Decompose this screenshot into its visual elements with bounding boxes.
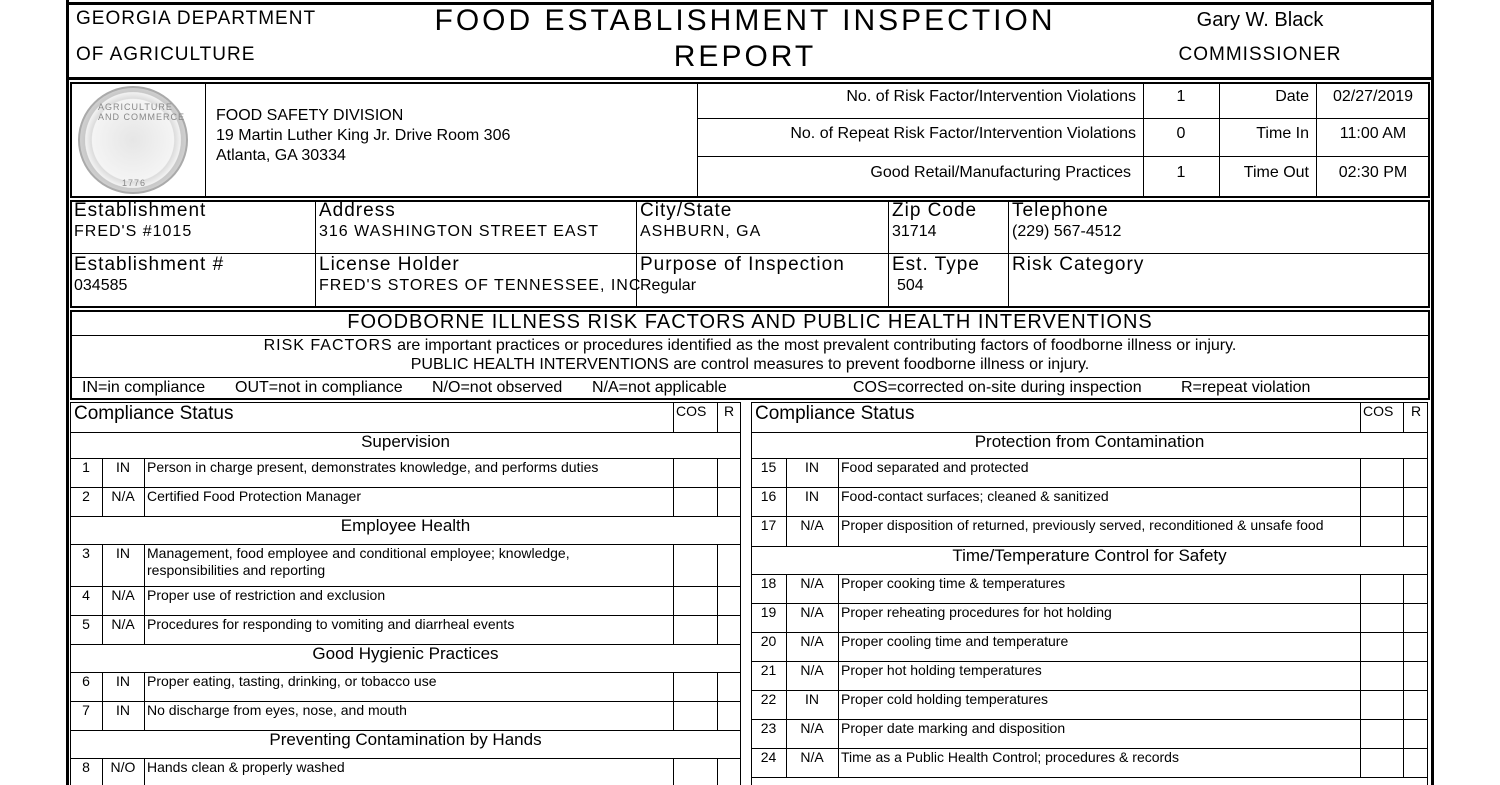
repeat-checkbox[interactable] bbox=[1404, 604, 1426, 631]
legend-no: N/O=not observed bbox=[432, 379, 563, 396]
repeat-checkbox[interactable] bbox=[1404, 720, 1426, 747]
repeat-checkbox[interactable] bbox=[718, 702, 740, 729]
establishment-number-value: 034585 bbox=[74, 277, 128, 294]
header-divider bbox=[66, 77, 1434, 80]
row-description: Hands clean & properly washed bbox=[147, 759, 345, 775]
address-value: 316 WASHINGTON STREET EAST bbox=[319, 223, 599, 240]
legend-out: OUT=not in compliance bbox=[235, 379, 403, 396]
row-description: Proper reheating procedures for hot holding bbox=[841, 604, 1112, 620]
report-title-line1: FOOD ESTABLISHMENT INSPECTION bbox=[434, 4, 1056, 37]
left-r-header: R bbox=[724, 403, 735, 419]
repeat-checkbox[interactable] bbox=[1404, 575, 1426, 602]
row-number: 15 bbox=[760, 459, 777, 475]
legend-in: IN=in compliance bbox=[82, 379, 206, 396]
telephone-value: (229) 567-4512 bbox=[1012, 223, 1122, 240]
zip-value: 31714 bbox=[892, 223, 937, 240]
row-description: Food-contact surfaces; cleaned & sanitized bbox=[841, 488, 1109, 504]
repeat-checkbox[interactable] bbox=[718, 587, 740, 614]
row-number: 3 bbox=[82, 545, 90, 561]
cos-checkbox[interactable] bbox=[674, 759, 716, 785]
row-description: Proper cold holding temperatures bbox=[841, 691, 1049, 707]
good-practices-label: Good Retail/Manufacturing Practices bbox=[870, 164, 1131, 181]
repeat-checkbox[interactable] bbox=[1404, 633, 1426, 660]
foodborne-title: FOODBORNE ILLNESS RISK FACTORS AND PUBLIC HEALTH INTERVENTIONS bbox=[347, 311, 1153, 333]
legend-na: N/A=not applicable bbox=[592, 379, 727, 396]
cos-checkbox[interactable] bbox=[674, 488, 716, 515]
row-status: N/A bbox=[800, 633, 824, 649]
risk-violations-value: 1 bbox=[1176, 88, 1186, 105]
row-description: Person in charge present, demonstrates knowledge, and performs duties bbox=[147, 459, 599, 475]
good-practices-value: 1 bbox=[1176, 164, 1186, 181]
est-type-value: 504 bbox=[897, 277, 924, 294]
repeat-checkbox[interactable] bbox=[1404, 459, 1426, 486]
establishment-label: Establishment bbox=[74, 200, 207, 221]
row-number: 17 bbox=[760, 517, 777, 533]
row-status: IN bbox=[116, 459, 130, 475]
row-number: 21 bbox=[760, 662, 777, 678]
row-status: IN bbox=[805, 459, 819, 475]
row-description: Proper cooling time and temperature bbox=[841, 633, 1069, 649]
row-number: 23 bbox=[760, 720, 777, 736]
row-description: Certified Food Protection Manager bbox=[147, 488, 361, 504]
row-description-line2: responsibilities and reporting bbox=[147, 562, 326, 578]
dept-line1: GEORGIA DEPARTMENT bbox=[76, 8, 317, 29]
row-number: 5 bbox=[82, 616, 90, 632]
purpose-label: Purpose of Inspection bbox=[640, 254, 845, 275]
row-status: N/A bbox=[800, 720, 824, 736]
establishment-value: FRED'S #1015 bbox=[74, 223, 193, 240]
cos-checkbox[interactable] bbox=[1361, 662, 1402, 689]
section-supervision: Supervision bbox=[361, 432, 450, 451]
cos-checkbox[interactable] bbox=[674, 673, 716, 700]
repeat-checkbox[interactable] bbox=[1404, 749, 1426, 776]
division-name: FOOD SAFETY DIVISION bbox=[216, 107, 404, 124]
cos-checkbox[interactable] bbox=[1361, 459, 1402, 486]
row-description: Time as a Public Health Control; procedures & records bbox=[841, 749, 1179, 765]
division-address2: Atlanta, GA 30334 bbox=[216, 147, 346, 164]
purpose-value: Regular bbox=[640, 277, 697, 294]
row-number: 24 bbox=[760, 749, 777, 765]
row-description: Management, food employee and conditional employee; knowledge, bbox=[147, 545, 570, 561]
seal-icon: AGRICULTURE AND COMMERCE 1776 bbox=[78, 86, 188, 194]
cos-checkbox[interactable] bbox=[1361, 691, 1402, 718]
repeat-checkbox[interactable] bbox=[1404, 662, 1426, 689]
est-type-label: Est. Type bbox=[892, 254, 980, 275]
city-label: City/State bbox=[640, 200, 733, 221]
cos-checkbox[interactable] bbox=[674, 616, 716, 643]
row-description: Proper hot holding temperatures bbox=[841, 662, 1042, 678]
row-status: N/O bbox=[110, 759, 136, 775]
cos-checkbox[interactable] bbox=[1361, 749, 1402, 776]
row-status: IN bbox=[805, 691, 819, 707]
date-label: Date bbox=[1275, 88, 1309, 105]
risk-violations-label: No. of Risk Factor/Intervention Violations bbox=[846, 88, 1136, 105]
repeat-checkbox[interactable] bbox=[718, 759, 740, 785]
row-number: 1 bbox=[82, 459, 90, 475]
repeat-violations-value: 0 bbox=[1176, 125, 1186, 142]
section-employee-health: Employee Health bbox=[340, 516, 471, 535]
repeat-checkbox[interactable] bbox=[1404, 488, 1426, 515]
row-status: IN bbox=[116, 702, 130, 718]
zip-label: Zip Code bbox=[892, 200, 978, 221]
cos-checkbox[interactable] bbox=[1361, 720, 1402, 747]
date-value: 02/27/2019 bbox=[1332, 88, 1414, 105]
row-status: N/A bbox=[800, 662, 824, 678]
row-number: 19 bbox=[760, 604, 777, 620]
cos-checkbox[interactable] bbox=[1361, 633, 1402, 660]
left-compliance-header: Compliance Status bbox=[74, 403, 234, 424]
row-description: Proper cooking time & temperatures bbox=[841, 575, 1066, 591]
row-status: N/A bbox=[111, 488, 135, 504]
time-in-label: Time In bbox=[1256, 125, 1309, 142]
legend-cos: COS=corrected on-site during inspection bbox=[853, 379, 1142, 396]
repeat-violations-label: No. of Repeat Risk Factor/Intervention Violations bbox=[790, 125, 1136, 142]
row-status: N/A bbox=[800, 575, 824, 591]
section-protection-from-contamination: Protection from Contamination bbox=[974, 432, 1205, 451]
row-status: IN bbox=[116, 673, 130, 689]
repeat-checkbox[interactable] bbox=[718, 616, 740, 643]
cos-checkbox[interactable] bbox=[1361, 575, 1402, 602]
section-good-hygienic-practices: Good Hygienic Practices bbox=[312, 644, 499, 663]
row-status: N/A bbox=[111, 616, 135, 632]
establishment-number-label: Establishment # bbox=[74, 254, 225, 275]
cos-checkbox[interactable] bbox=[674, 587, 716, 614]
right-compliance-header: Compliance Status bbox=[755, 403, 915, 424]
row-status: N/A bbox=[111, 587, 135, 603]
risk-category-label: Risk Category bbox=[1012, 254, 1145, 275]
cos-checkbox[interactable] bbox=[674, 545, 716, 585]
address-label: Address bbox=[319, 200, 396, 221]
row-number: 6 bbox=[82, 673, 90, 689]
cos-checkbox[interactable] bbox=[674, 459, 716, 486]
time-out-value: 02:30 PM bbox=[1338, 164, 1408, 181]
row-number: 4 bbox=[82, 587, 90, 603]
time-in-value: 11:00 AM bbox=[1339, 125, 1407, 142]
repeat-checkbox[interactable] bbox=[1404, 691, 1426, 718]
row-number: 22 bbox=[760, 691, 777, 707]
section-time-temperature-control: Time/Temperature Control for Safety bbox=[952, 546, 1227, 565]
commissioner-name: Gary W. Black bbox=[1196, 9, 1324, 31]
row-number: 16 bbox=[760, 488, 777, 504]
interventions-text: PUBLIC HEALTH INTERVENTIONS are control measures to prevent foodborne illness or injury. bbox=[410, 356, 1090, 373]
row-description: Procedures for responding to vomiting and diarrheal events bbox=[147, 616, 515, 632]
dept-line2: OF AGRICULTURE bbox=[76, 44, 256, 65]
repeat-checkbox[interactable] bbox=[718, 488, 740, 515]
right-cos-header: COS bbox=[1363, 403, 1394, 419]
repeat-checkbox[interactable] bbox=[718, 459, 740, 486]
cos-checkbox[interactable] bbox=[674, 702, 716, 729]
row-number: 2 bbox=[82, 488, 90, 504]
time-out-label: Time Out bbox=[1243, 164, 1309, 181]
legend-r: R=repeat violation bbox=[1181, 379, 1311, 396]
license-holder-label: License Holder bbox=[319, 254, 460, 275]
row-status: N/A bbox=[800, 749, 824, 765]
commissioner-title: COMMISSIONER bbox=[1178, 44, 1342, 65]
row-description: Food separated and protected bbox=[841, 459, 1029, 475]
license-holder-value: FRED'S STORES OF TENNESSEE, INC bbox=[319, 277, 642, 294]
risk-factors-text: RISK FACTORS are important practices or procedures identified as the most prevalent contributing factors of foodborne illness or injury. bbox=[263, 337, 1237, 354]
division-address1: 19 Martin Luther King Jr. Drive Room 306 bbox=[216, 127, 511, 144]
row-description: No discharge from eyes, nose, and mouth bbox=[147, 702, 407, 718]
row-number: 20 bbox=[760, 633, 777, 649]
row-number: 8 bbox=[82, 759, 90, 775]
row-number: 7 bbox=[82, 702, 90, 718]
row-status: IN bbox=[116, 545, 130, 561]
report-title-line2: REPORT bbox=[673, 40, 817, 73]
cos-checkbox[interactable] bbox=[1361, 517, 1402, 545]
cos-checkbox[interactable] bbox=[1361, 604, 1402, 631]
row-description: Proper use of restriction and exclusion bbox=[147, 587, 386, 603]
section-preventing-contamination-by-hands: Preventing Contamination by Hands bbox=[269, 730, 542, 749]
cos-checkbox[interactable] bbox=[1361, 488, 1402, 515]
row-description: Proper date marking and disposition bbox=[841, 720, 1066, 736]
row-description: Proper eating, tasting, drinking, or tobacco use bbox=[147, 673, 437, 689]
repeat-checkbox[interactable] bbox=[718, 545, 740, 585]
row-status: N/A bbox=[800, 517, 824, 533]
row-status: IN bbox=[805, 488, 819, 504]
repeat-checkbox[interactable] bbox=[718, 673, 740, 700]
row-status: N/A bbox=[800, 604, 824, 620]
telephone-label: Telephone bbox=[1012, 200, 1109, 221]
left-cos-header: COS bbox=[676, 403, 707, 419]
row-number: 18 bbox=[760, 575, 777, 591]
right-r-header: R bbox=[1411, 403, 1422, 419]
repeat-checkbox[interactable] bbox=[1404, 517, 1426, 545]
row-description: Proper disposition of returned, previously served, reconditioned & unsafe food bbox=[841, 517, 1324, 533]
city-value: ASHBURN, GA bbox=[640, 223, 762, 240]
